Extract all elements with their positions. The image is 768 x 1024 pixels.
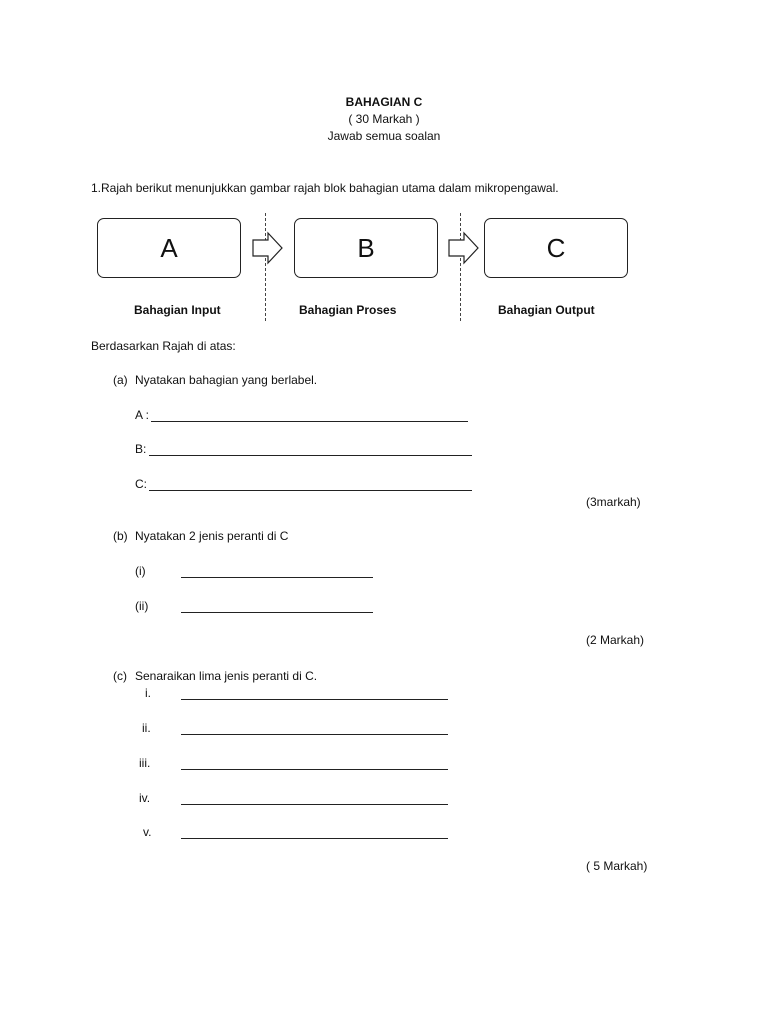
arrow-right-icon xyxy=(252,232,284,264)
box-c: C xyxy=(484,218,628,278)
section-title: BAHAGIAN C xyxy=(345,95,423,109)
part-b-tag: (b) xyxy=(113,529,128,543)
part-a-marks: (3markah) xyxy=(586,495,641,509)
answer-c-ii-line[interactable] xyxy=(181,734,448,735)
answer-c-i-line[interactable] xyxy=(181,699,448,700)
divider-line-1 xyxy=(265,213,266,321)
answer-c-v-label: v. xyxy=(143,825,152,839)
answer-a-line[interactable] xyxy=(151,421,468,422)
part-a-tag: (a) xyxy=(113,373,128,387)
arrow-right-icon xyxy=(448,232,480,264)
divider-line-2 xyxy=(460,213,461,321)
part-b-marks: (2 Markah) xyxy=(586,633,645,647)
total-marks: ( 30 Markah ) xyxy=(348,112,420,126)
answer-c-i-label: i. xyxy=(145,686,151,700)
based-on-text: Berdasarkan Rajah di atas: xyxy=(91,339,236,353)
label-output: Bahagian Output xyxy=(498,303,595,317)
part-c-marks: ( 5 Markah) xyxy=(586,859,648,873)
instruction: Jawab semua soalan xyxy=(327,129,441,143)
answer-b-i-line[interactable] xyxy=(181,577,373,578)
box-a: A xyxy=(97,218,241,278)
label-input: Bahagian Input xyxy=(134,303,221,317)
answer-c-iii-label: iii. xyxy=(139,756,151,770)
answer-c-iv-label: iv. xyxy=(139,791,151,805)
answer-b-line[interactable] xyxy=(149,455,472,456)
box-b: B xyxy=(294,218,438,278)
answer-c-line[interactable] xyxy=(149,490,472,491)
answer-c-label: C: xyxy=(135,477,147,491)
part-c-tag: (c) xyxy=(113,669,127,683)
label-proses: Bahagian Proses xyxy=(299,303,397,317)
part-a-question: Nyatakan bahagian yang berlabel. xyxy=(135,373,318,387)
question-1-intro: 1.Rajah berikut menunjukkan gambar rajah blok bahagian utama dalam mikropengawal. xyxy=(91,181,559,195)
answer-b-i-label: (i) xyxy=(135,564,146,578)
answer-a-label: A : xyxy=(135,408,150,422)
answer-c-v-line[interactable] xyxy=(181,838,448,839)
answer-c-iii-line[interactable] xyxy=(181,769,448,770)
answer-b-ii-label: (ii) xyxy=(135,599,149,613)
answer-c-iv-line[interactable] xyxy=(181,804,448,805)
answer-c-ii-label: ii. xyxy=(142,721,151,735)
part-b-question: Nyatakan 2 jenis peranti di C xyxy=(135,529,289,543)
answer-b-ii-line[interactable] xyxy=(181,612,373,613)
part-c-question: Senaraikan lima jenis peranti di C. xyxy=(135,669,318,683)
answer-b-label: B: xyxy=(135,442,147,456)
